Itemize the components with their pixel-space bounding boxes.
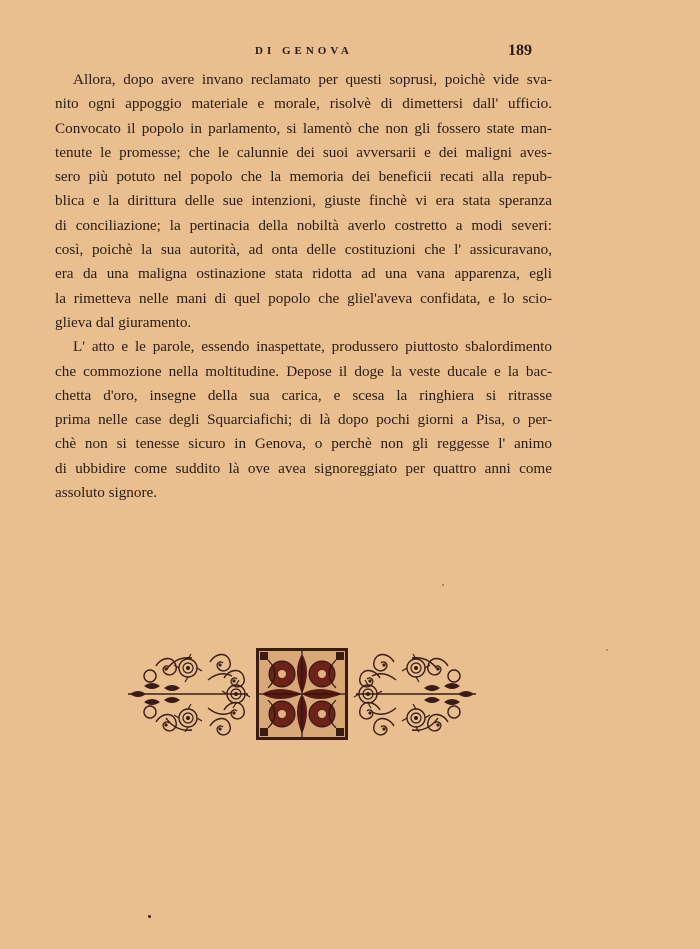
text-line: assoluto signore. bbox=[55, 484, 158, 502]
text-line: chetta d'oro, insegne della sua carica, e scesa la ringhiera si ritrasse bbox=[55, 386, 552, 404]
text-line: Allora, dopo avere invano reclamato per questi soprusi, poichè vide sva- bbox=[73, 71, 552, 88]
ornament-center bbox=[256, 648, 348, 740]
paragraph-2 bbox=[55, 335, 552, 505]
ornament-left bbox=[128, 654, 250, 735]
text-line: nito ogni appoggio materiale e morale, risolvè di dimettersi dall' ufficio. bbox=[55, 95, 552, 113]
text-line: L' atto e le parole, essendo inaspettate, produssero piuttosto sbalordimento bbox=[73, 338, 552, 356]
text-line: tenute le promesse; che le calunnie dei suoi avversarii e dei maligni aves- bbox=[55, 143, 552, 161]
text-line: di ubbidire come suddito là ove avea signoreggiato per quattro anni come bbox=[55, 459, 552, 477]
text-line: glieva dal giuramento. bbox=[55, 313, 192, 331]
text-line: così, poichè la sua autorità, ad onta delle costituzioni che l' assicuravano, bbox=[55, 241, 552, 259]
running-title: DI GENOVA bbox=[255, 45, 353, 57]
text-line: sero più potuto nel popolo che la memoria dei beneficii recati alla repub- bbox=[55, 168, 552, 186]
text-line: chè non si tenesse sicuro in Genova, o perchè non gli reggesse l' animo bbox=[55, 435, 552, 453]
text-line: che commozione nella moltitudine. Depose il doge la veste ducale e la bac- bbox=[55, 362, 552, 380]
paragraph-1 bbox=[55, 68, 552, 335]
text-line: di conciliazione; la pertinacia della nobiltà averlo costretto a modi severi: bbox=[55, 216, 552, 234]
tailpiece-ornament bbox=[128, 640, 476, 744]
paper-speck bbox=[442, 584, 444, 586]
text-line: la rimetteva nelle mani di quel popolo che gliel'aveva confidata, e lo scio- bbox=[55, 289, 552, 307]
text-line: blica e la dirittura delle sue intenzioni, giuste finchè vi era stata speranza bbox=[55, 192, 552, 210]
text-line: prima nelle case degli Squarciafichi; di là dopo pochi giorni a Pisa, o per- bbox=[55, 411, 552, 429]
paper-speck bbox=[148, 915, 151, 918]
text-line: Convocato il popolo in parlamento, si lamentò che non gli fossero state man- bbox=[55, 119, 552, 137]
text-line: era da una maligna ostinazione stata ridotta ad una vana apparenza, egli bbox=[55, 265, 552, 283]
running-head bbox=[0, 42, 700, 62]
ornament-right bbox=[354, 654, 476, 735]
page-number: 189 bbox=[508, 42, 532, 59]
paper-speck bbox=[606, 649, 608, 651]
body-text bbox=[55, 68, 552, 505]
